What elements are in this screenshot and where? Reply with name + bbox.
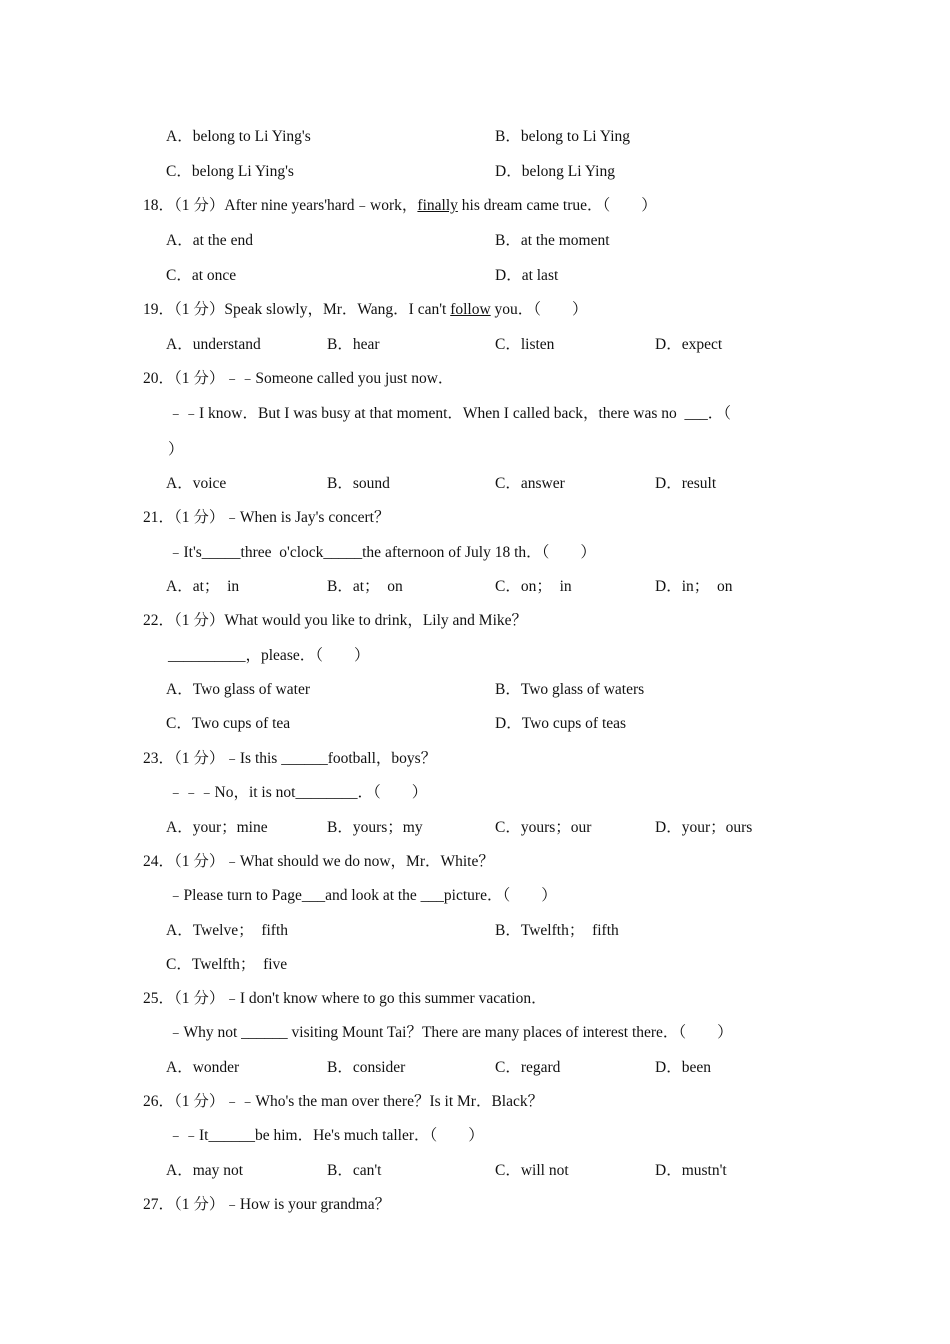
q20-stem: 20．（1 分）﹣﹣Someone called you just now． — [143, 370, 454, 387]
q19-option-a: A．understand — [166, 336, 261, 353]
q18-option-a: A．at the end — [166, 232, 253, 249]
q19-option-d: D．expect — [655, 336, 723, 353]
q19-underlined-word: follow — [450, 301, 491, 318]
q18-option-c: C．at once — [166, 267, 237, 284]
q21-dialogue: ﹣It's_____three o'clock_____the afternoon of July 18 th．（ ） — [168, 544, 596, 561]
q27-stem: 27．（1 分）﹣How is your grandma？ — [143, 1196, 391, 1213]
q22-dialogue: __________，please．（ ） — [168, 647, 370, 664]
q17-option-b: B．belong to Li Ying — [495, 128, 631, 145]
q19-stem-post: you．（ ） — [490, 301, 588, 318]
q23-dialogue: ﹣﹣﹣No，it is not________．（ ） — [168, 784, 428, 801]
q24-dialogue: ﹣Please turn to Page___and look at the ___picture．（ ） — [168, 887, 557, 904]
q18-option-b: B．at the moment — [495, 232, 610, 249]
q23-option-c: C．yours；our — [495, 819, 592, 836]
q20-option-b: B．sound — [327, 475, 390, 492]
q25-stem: 25．（1 分）﹣I don't know where to go this summer vacation． — [143, 990, 547, 1007]
q21-option-c: C．on； in — [495, 578, 572, 595]
q26-option-d: D．mustn't — [655, 1162, 727, 1179]
q19-option-c: C．listen — [495, 336, 555, 353]
q24-option-b: B．Twelfth； fifth — [495, 922, 619, 939]
q26-option-c: C．will not — [495, 1162, 569, 1179]
q23-stem: 23．（1 分）﹣Is this ______football，boys？ — [143, 750, 437, 767]
q26-dialogue: ﹣﹣It______be him．He's much taller．（ ） — [168, 1127, 484, 1144]
q22-option-c: C．Two cups of tea — [166, 715, 291, 732]
q19-option-b: B．hear — [327, 336, 380, 353]
q25-option-d: D．been — [655, 1059, 711, 1076]
q25-option-b: B．consider — [327, 1059, 406, 1076]
q21-option-d: D．in； on — [655, 578, 733, 595]
q20-dialogue-cont: ） — [168, 441, 184, 458]
q26-option-a: A．may not — [166, 1162, 244, 1179]
q17-option-a: A．belong to Li Ying's — [166, 128, 311, 145]
q20-option-c: C．answer — [495, 475, 565, 492]
q20-option-a: A．voice — [166, 475, 227, 492]
q26-stem: 26．（1 分）﹣﹣Who's the man over there？Is it Mr．Black？ — [143, 1093, 544, 1110]
q18-stem — [143, 196, 657, 216]
q20-option-d: D．result — [655, 475, 717, 492]
q25-dialogue: ﹣Why not ______ visiting Mount Tai？There are many places of interest there．（ ） — [168, 1024, 733, 1041]
q22-option-b: B．Two glass of waters — [495, 681, 645, 698]
q21-stem: 21．（1 分）﹣When is Jay's concert？ — [143, 509, 390, 526]
q23-option-b: B．yours；my — [327, 819, 423, 836]
q24-option-c: C．Twelfth； five — [166, 956, 288, 973]
q19-stem — [143, 300, 588, 320]
q17-option-d: D．belong Li Ying — [495, 163, 615, 180]
q24-option-a: A．Twelve； fifth — [166, 922, 289, 939]
q18-stem-post: his dream came true．（ ） — [457, 197, 657, 214]
q17-option-c: C．belong Li Ying's — [166, 163, 294, 180]
q22-stem: 22．（1 分）What would you like to drink，Lily and Mike？ — [143, 612, 528, 629]
q21-option-a: A．at； in — [166, 578, 240, 595]
q25-option-a: A．wonder — [166, 1059, 240, 1076]
q24-stem: 24．（1 分）﹣What should we do now，Mr．White？ — [143, 853, 494, 870]
q25-option-c: C．regard — [495, 1059, 561, 1076]
q26-option-b: B．can't — [327, 1162, 382, 1179]
q18-stem-pre: 18．（1 分）After nine years'hard﹣work， — [143, 197, 418, 214]
q23-option-d: D．your；ours — [655, 819, 753, 836]
q23-option-a: A．your；mine — [166, 819, 268, 836]
q18-underlined-word: finally — [417, 197, 458, 214]
q20-dialogue: ﹣﹣I know．But I was busy at that moment．When I called back，there was no ___．（ — [168, 405, 732, 422]
q22-option-d: D．Two cups of teas — [495, 715, 627, 732]
q18-option-d: D．at last — [495, 267, 559, 284]
q22-option-a: A．Two glass of water — [166, 681, 310, 698]
q21-option-b: B．at； on — [327, 578, 403, 595]
q19-stem-pre: 19．（1 分）Speak slowly，Mr．Wang．I can't — [143, 301, 451, 318]
